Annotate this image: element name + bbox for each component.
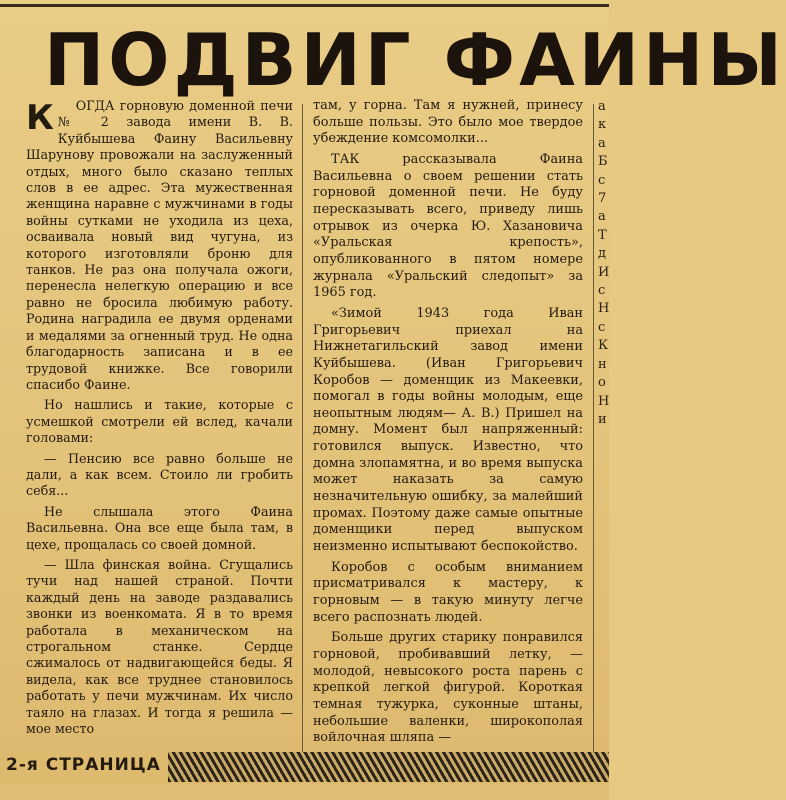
article-paragraph-7: ТАК рассказывала Фаина Васильевна о своем решении стать горновой доменной печи. Не буду пересказывать всего, приведу лишь отрывок из очерка Ю. Хазановича «Уральская крепость», опубликованного в пятом номере журнала «Уральский следопыт» за 1965 год. <box>313 151 583 301</box>
article-paragraph-9: Коробов с особым вниманием присматривался к мастеру, к горновым — в такую минуту легче всего распознать людей. <box>313 559 583 625</box>
paragraph-text: ОГДА горновую доменной печи № 2 завода имени В. В. Куйбышева Фаину Васильевну Шарунову провожали на заслуженный отдых, много было сказано теплых слов в ее адрес. Эта мужественная женщина наравне с мужчинами в годы войны сутками не уходила из цеха, осваивала новый вид чугуна, из которого изготовляли броню для танков. Не раз она получала ожоги, перенесла нелегкую операцию и все равно не бросила любимую работу. Родина наградила ее двумя орденами и медалями за огненный труд. Не одна благодарность записана и в ее трудовой книжке. Все говорили спасибо Фаине. <box>26 98 293 392</box>
article-paragraph-3: — Пенсию все равно больше не дали, а как всем. Стоило ли гробить себя... <box>26 450 293 499</box>
page-label: 2-я СТРАНИЦА <box>6 755 161 775</box>
top-rule <box>0 4 609 7</box>
column-divider <box>302 104 303 754</box>
article-paragraph-6: там, у горна. Там я нужней, принесу больше пользы. Это было мое твердое убеждение комсомолки... <box>313 98 583 147</box>
article-paragraph-10: Больше других старику понравился горновой, пробивавший летку, — молодой, невысокого роста парень с крепкой легкой фигурой. Короткая темная тужурка, суконные штаны, небольшие валенки, широкополая войлочная шляпа — <box>313 630 583 746</box>
article-paragraph-4: Не слышала этого Фаина Васильевна. Она все еще была там, в цехе, прощалась со своей домной. <box>26 503 293 552</box>
edge-divider <box>593 104 594 754</box>
headline: ПОДВИГ ФАИНЫ <box>44 18 786 102</box>
article-paragraph-8: «Зимой 1943 года Иван Григорьевич приехал на Нижнетагильский завод имени Куйбышева. (Иван Григорьевич Коробов — доменщик из Макеевки, помогал в годы войны молодым, еще неопытным людям— А. В.) Пришел на домну. Момент был напряженный: готовился выпуск. Известно, что домна злопамятна, и во время выпуска может наказать за самую незначительную ошибку, за малейший промах. Поэтому даже самые опытные доменщики перед выпуском неизменно испытывают беспокойство. <box>313 305 583 555</box>
left-column <box>26 98 293 737</box>
cut-off-neighbor-column: а к а Б с 7 а Т д И с Н с К н о Н и <box>598 99 610 427</box>
footer-hatched-bar <box>168 752 609 782</box>
footer-margin <box>0 784 609 800</box>
article-paragraph-5: — Шла финская война. Сгущались тучи над нашей страной. Почти каждый день на заводе раздавались звонки из военкомата. Я в то время работала в механическом на строгальном станке. Сердце сжималось от надвигающейся беды. Я видела, как все труднее становилось работать у печи мужчинам. Их число таяло на глазах. И тогда я решила — мое место <box>26 556 293 737</box>
article-paragraph-2: Но нашлись и такие, которые с усмешкой смотрели ей вслед, качали головами: <box>26 397 293 446</box>
right-column <box>313 98 583 747</box>
drop-cap: К <box>26 98 54 138</box>
article-paragraph-1 <box>26 98 293 393</box>
